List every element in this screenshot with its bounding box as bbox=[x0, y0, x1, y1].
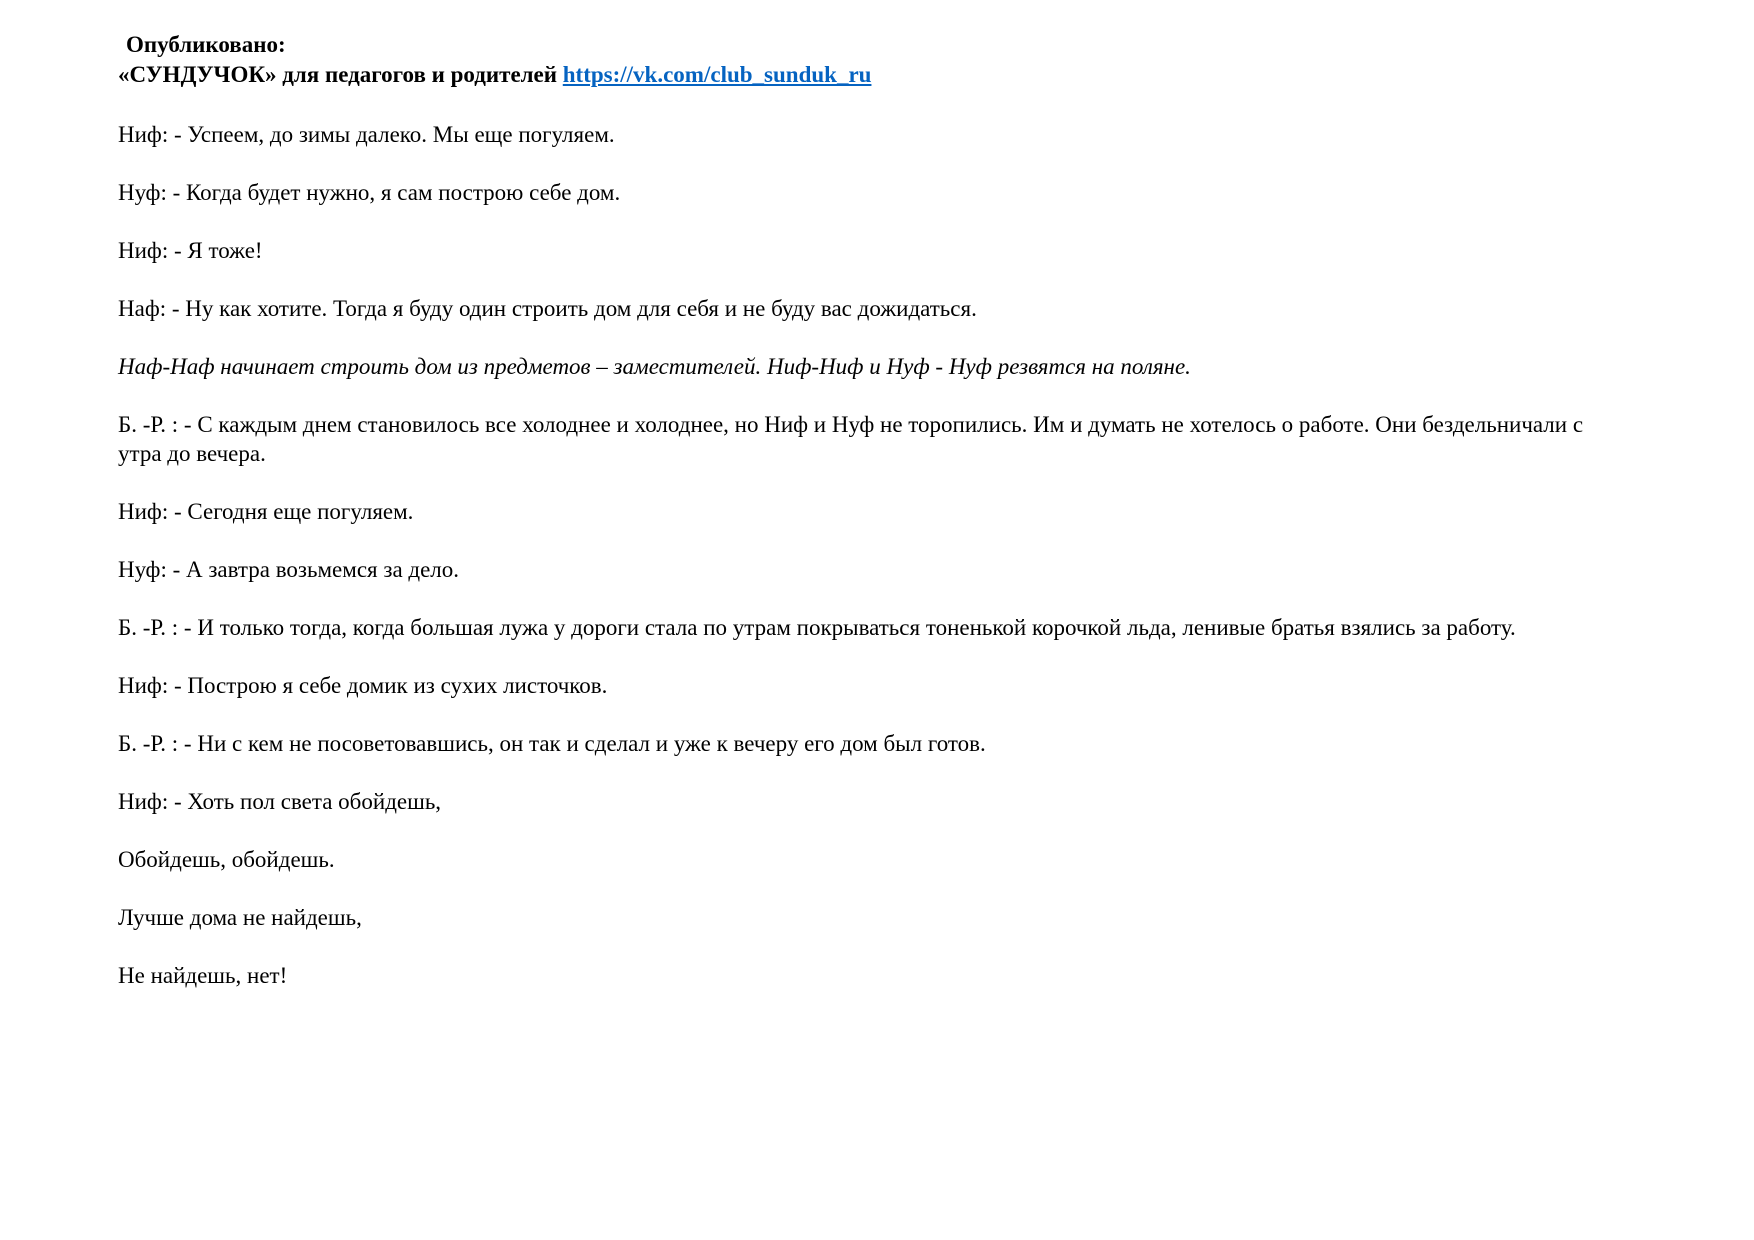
vk-link[interactable]: https://vk.com/club_sunduk_ru bbox=[562, 62, 872, 87]
published-label: Опубликовано: bbox=[126, 32, 286, 57]
song-line: Обойдешь, обойдешь. bbox=[118, 847, 335, 872]
publication-header bbox=[118, 30, 871, 90]
paragraph: Ниф: - Я тоже! bbox=[118, 238, 263, 263]
brand-text: «СУНДУЧОК» для педагогов и родителей bbox=[118, 62, 558, 87]
paragraph: Нуф: - А завтра возьмемся за дело. bbox=[118, 557, 460, 582]
paragraph: Ниф: - Успеем, до зимы далеко. Мы еще погуляем. bbox=[118, 122, 615, 147]
paragraph: Нуф: - Когда будет нужно, я сам построю себе дом. bbox=[118, 180, 621, 205]
paragraph: Наф: - Ну как хотите. Тогда я буду один строить дом для себя и не буду вас дожидаться. bbox=[118, 296, 977, 321]
paragraph: Б. -Р. : - С каждым днем становилось все холоднее и холоднее, но Ниф и Нуф не торопились. Им и думать не хотелось о работе. Они бездельничали с утра до вечера. bbox=[118, 412, 1584, 466]
brand-line bbox=[118, 60, 871, 90]
script-body bbox=[118, 120, 1598, 1019]
paragraph: Б. -Р. : - Ни с кем не посоветовавшись, он так и сделал и уже к вечеру его дом был готов. bbox=[118, 731, 986, 756]
song-line: Не найдешь, нет! bbox=[118, 963, 288, 988]
stage-direction: Наф-Наф начинает строить дом из предметов – заместителей. Ниф-Ниф и Нуф - Нуф резвятся на поляне. bbox=[118, 354, 1191, 379]
song-line: Ниф: - Хоть пол света обойдешь, bbox=[118, 789, 442, 814]
paragraph: Б. -Р. : - И только тогда, когда большая лужа у дороги стала по утрам покрываться тоненькой корочкой льда, ленивые братья взялись за работу. bbox=[118, 615, 1516, 640]
paragraph: Ниф: - Сегодня еще погуляем. bbox=[118, 499, 414, 524]
paragraph: Ниф: - Построю я себе домик из сухих листочков. bbox=[118, 673, 608, 698]
song-line: Лучше дома не найдешь, bbox=[118, 905, 362, 930]
